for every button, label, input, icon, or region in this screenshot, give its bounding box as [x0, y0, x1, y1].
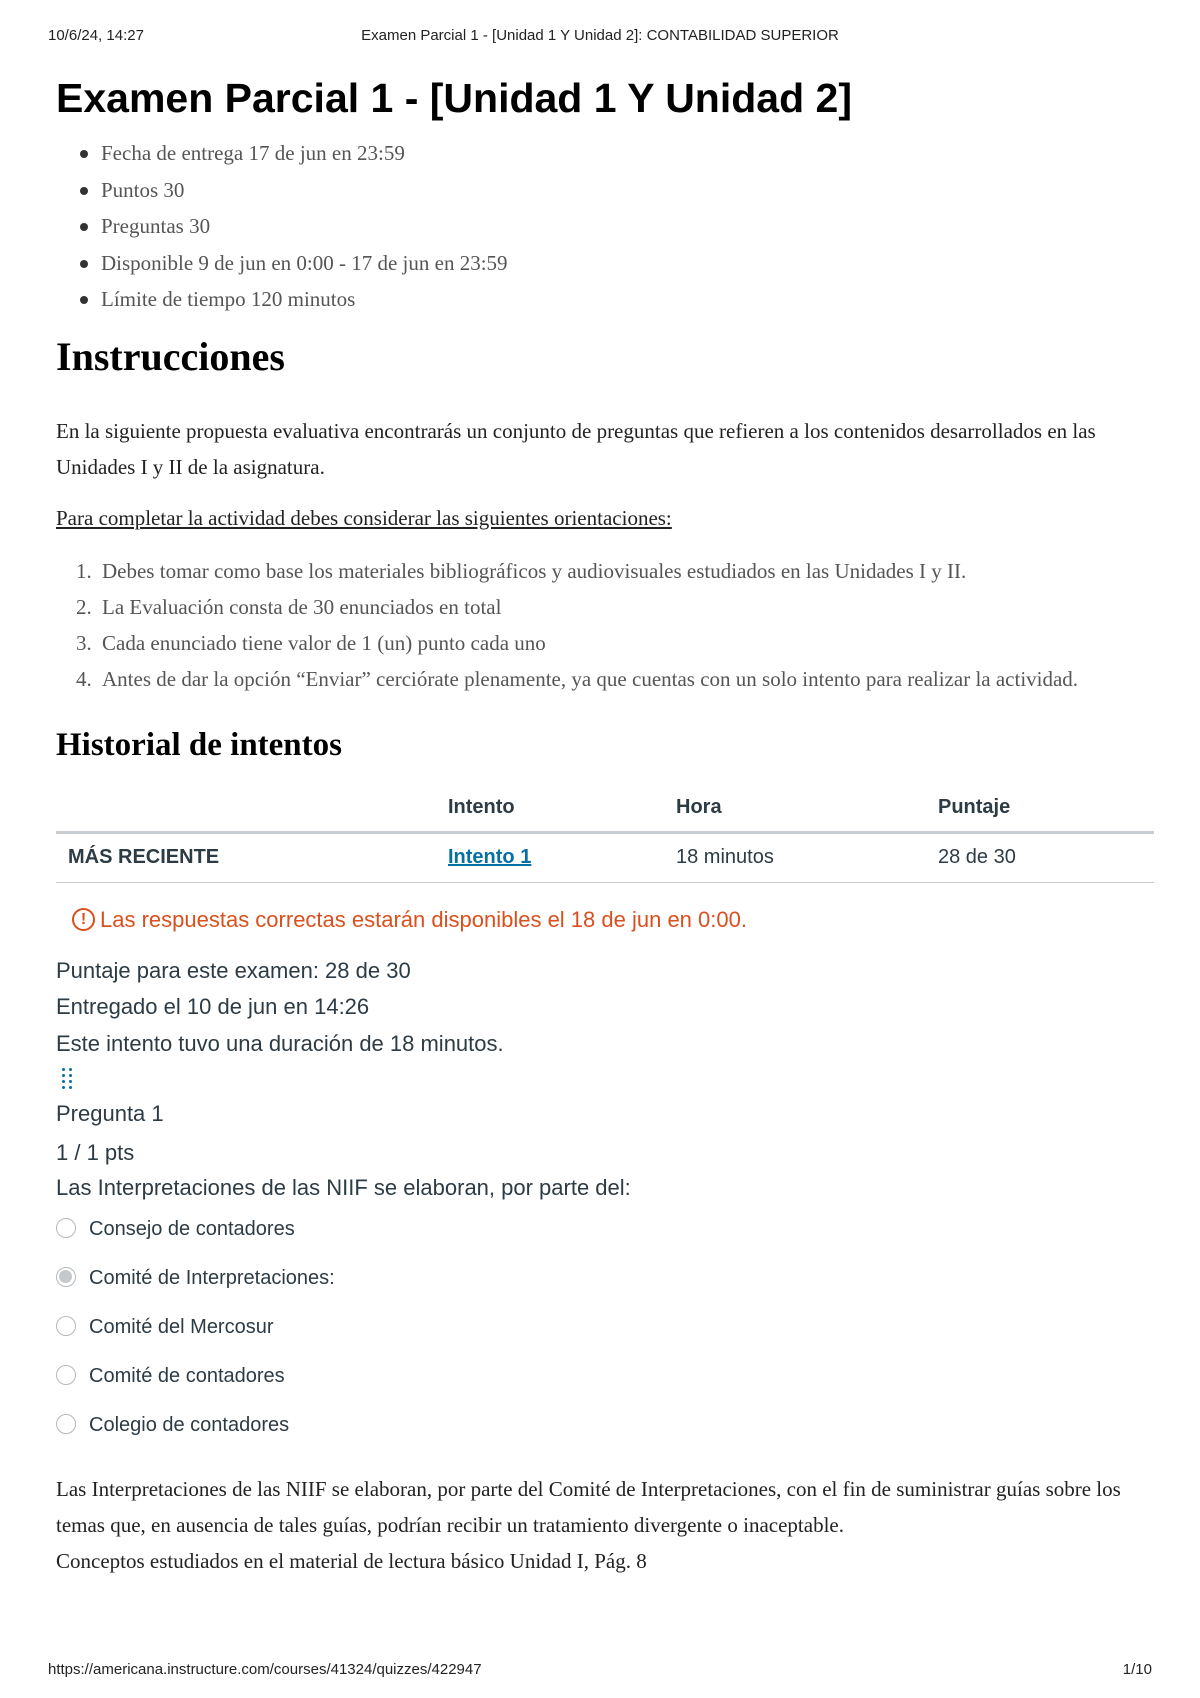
detail-available: Disponible 9 de jun en 0:00 - 17 de jun en 23:59 [56, 248, 1156, 285]
step-item: 2. La Evaluación consta de 30 enunciados en total [76, 594, 502, 619]
main-content [56, 72, 1156, 1579]
question-text: Las Interpretaciones de las NIIF se elaboran, por parte del: [56, 1175, 631, 1200]
drag-handle-icon[interactable] [60, 1064, 80, 1094]
answer-option[interactable] [56, 1407, 1156, 1456]
radio-button[interactable] [56, 1316, 76, 1336]
print-header [48, 27, 1152, 47]
column-header-score: Puntaje [938, 785, 1154, 833]
step-item: 1. Debes tomar como base los materiales bibliográficos y audiovisuales estudiados en las Unidades I y II. [76, 558, 967, 583]
detail-time-limit: Límite de tiempo 120 minutos [56, 284, 1156, 321]
table-header-row [56, 785, 1154, 833]
answer-label: Comité de Interpretaciones: [89, 1267, 335, 1289]
attempt-history-table [56, 785, 1154, 883]
print-url: https://americana.instructure.com/courses/41324/quizzes/422947 [48, 1661, 482, 1678]
answers-availability-notice [72, 905, 1156, 935]
answer-option[interactable] [56, 1358, 1156, 1407]
attempt-summary [56, 953, 1156, 1063]
question-number: Pregunta 1 [56, 1101, 164, 1126]
answer-label: Comité de contadores [89, 1365, 285, 1387]
radio-button-selected[interactable] [56, 1267, 76, 1287]
table-row [56, 832, 1154, 882]
instructions-steps [56, 553, 1156, 697]
question-feedback [56, 1471, 1156, 1579]
feedback-text: Las Interpretaciones de las NIIF se elaboran, por parte del Comité de Interpretaciones, con el fin de suministrar guías sobre los temas que, en ausencia de tales guías, podrían recibir un tratamiento divergente o inaceptable. [56, 1477, 1121, 1537]
summary-submitted: Entregado el 10 de jun en 14:26 [56, 994, 370, 1019]
detail-due-date: Fecha de entrega 17 de jun en 23:59 [56, 138, 1156, 175]
step-text: Cada enunciado tiene valor de 1 (un) punto cada uno [102, 630, 546, 655]
step-text: La Evaluación consta de 30 enunciados en total [102, 594, 502, 619]
question-points: 1 / 1 pts [56, 1139, 135, 1165]
notice-text: Las respuestas correctas estarán disponibles el 18 de jun en 0:00. [100, 906, 747, 932]
feedback-reference: Conceptos estudiados en el material de lectura básico Unidad I, Pág. 8 [56, 1549, 647, 1573]
answer-option[interactable] [56, 1211, 1156, 1260]
answer-option[interactable] [56, 1309, 1156, 1358]
answer-label: Consejo de contadores [89, 1218, 295, 1240]
print-date: 10/6/24, 14:27 [48, 27, 144, 44]
print-footer [48, 1661, 1152, 1681]
radio-button[interactable] [56, 1218, 76, 1238]
quiz-details-list [56, 138, 1156, 321]
step-text: Antes de dar la opción “Enviar” cerciórate plenamente, ya que cuentas con un solo intento para realizar la actividad. [102, 666, 1079, 691]
attempt-link[interactable]: Intento 1 [448, 846, 532, 868]
instructions-intro: En la siguiente propuesta evaluativa encontrarás un conjunto de preguntas que refieren a los contenidos desarrollados en las Unidades I y II de la asignatura. [56, 418, 1096, 479]
attempt-time: 18 minutos [676, 832, 938, 882]
page-title: Examen Parcial 1 - [Unidad 1 Y Unidad 2] [56, 75, 852, 121]
answer-label: Colegio de contadores [89, 1414, 290, 1436]
summary-score: Puntaje para este examen: 28 de 30 [56, 957, 411, 983]
step-item: 4. Antes de dar la opción “Enviar” cerciórate plenamente, ya que cuentas con un solo intento para realizar la actividad. [76, 666, 1079, 691]
instructions-orientation: Para completar la actividad debes considerar las siguientes orientaciones: [56, 505, 672, 530]
question-block [56, 1096, 1156, 1579]
answer-option-selected[interactable] [56, 1260, 1156, 1309]
step-text: Debes tomar como base los materiales bibliográficos y audiovisuales estudiados en las Unidades I y II. [102, 558, 967, 583]
print-title: Examen Parcial 1 - [Unidad 1 Y Unidad 2]: CONTABILIDAD SUPERIOR [361, 27, 839, 44]
attempt-score: 28 de 30 [938, 832, 1154, 882]
warning-icon: ! [72, 908, 95, 931]
recent-label: MÁS RECIENTE [56, 832, 448, 882]
instructions-heading: Instrucciones [56, 333, 285, 379]
history-heading: Historial de intentos [56, 726, 342, 763]
summary-duration: Este intento tuvo una duración de 18 minutos. [56, 1030, 504, 1056]
radio-button[interactable] [56, 1365, 76, 1385]
radio-button[interactable] [56, 1414, 76, 1434]
column-header-label [56, 785, 448, 833]
column-header-time: Hora [676, 785, 938, 833]
column-header-attempt: Intento [448, 785, 676, 833]
answer-list [56, 1211, 1156, 1456]
answer-label: Comité del Mercosur [89, 1316, 274, 1338]
page-number: 1/10 [1122, 1661, 1152, 1678]
step-item: 3. Cada enunciado tiene valor de 1 (un) punto cada uno [76, 630, 546, 655]
detail-questions: Preguntas 30 [56, 211, 1156, 248]
detail-points: Puntos 30 [56, 175, 1156, 212]
